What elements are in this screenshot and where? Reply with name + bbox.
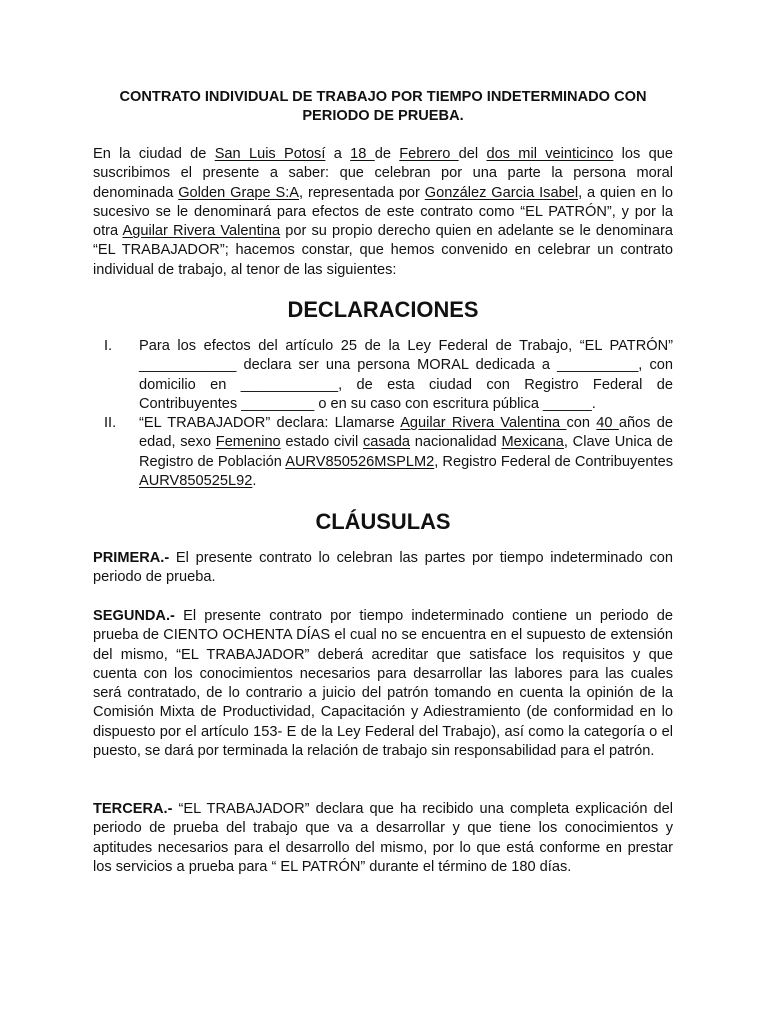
- city-field: San Luis Potosí: [214, 146, 326, 162]
- clausula-label: PRIMERA.-: [93, 550, 170, 566]
- declaracion-text: “EL TRABAJADOR” declara: Llamarse: [139, 415, 401, 432]
- intro-text: , a quien en lo sucesivo se le denominará para efectos de este contrato como “EL PATRÓN”, y por la otra: [93, 184, 673, 240]
- sex-field: Femenino: [215, 434, 281, 451]
- worker-field: Aguilar Rivera Valentina: [122, 223, 281, 240]
- company-field: Golden Grape S:A: [178, 184, 300, 201]
- declaracion-text: con: [566, 415, 597, 432]
- civil-status-field: casada: [362, 434, 411, 451]
- declaracion-item-i: [93, 337, 673, 414]
- clausula-primera: [93, 549, 673, 588]
- intro-text: , representada por: [299, 184, 425, 201]
- declaracion-text: , Registro Federal de Contribuyentes: [434, 453, 673, 470]
- clausulas-heading: CLÁUSULAS: [315, 509, 451, 534]
- clausula-text: El presente contrato lo celebran las partes por tiempo indeterminado con periodo de prueba.: [93, 550, 673, 586]
- contract-title: CONTRATO INDIVIDUAL DE TRABAJO POR TIEMPO INDETERMINADO CON PERIODO DE PRUEBA.: [119, 89, 647, 125]
- intro-text: por su propio derecho quien en adelante se le denominara “EL TRABAJADOR”; hacemos constar, que hemos convenido en celebrar un contrato individual de trabajo, al tenor de las siguientes:: [93, 223, 674, 278]
- intro-text: a: [325, 146, 351, 162]
- intro-paragraph: [93, 145, 673, 280]
- clausula-label: TERCERA.-: [93, 801, 173, 817]
- rfc-field: AURV850525L92: [139, 473, 253, 490]
- clausula-label: SEGUNDA.-: [93, 608, 175, 624]
- intro-text: los que suscribimos el presente a saber: que celebran por una parte la persona moral denominada: [93, 146, 673, 201]
- intro-text: de: [374, 146, 400, 162]
- declaracion-number: II.: [104, 415, 117, 432]
- clausula-text: “EL TRABAJADOR” declara que ha recibido una completa explicación del periodo de prueba del trabajo que va a desarrollar y que tiene los conocimientos y aptitudes necesarios para el desarrollo del mismo, por lo que está conforme en prestar los servicios a prueba para “ EL PATRÓN” durante el término de 180 días.: [93, 801, 673, 875]
- intro-text: En la ciudad de: [93, 146, 215, 162]
- intro-text: del: [458, 146, 487, 162]
- day-field: 18: [350, 146, 375, 162]
- month-field: Febrero: [399, 146, 459, 162]
- declaracion-text: , Clave Unica de Registro de Población: [139, 434, 673, 470]
- age-field: 40: [596, 415, 619, 432]
- declaracion-number: I.: [104, 338, 113, 354]
- curp-field: AURV850526MSPLM2: [285, 453, 435, 470]
- worker-name-field: Aguilar Rivera Valentina: [400, 415, 567, 432]
- declaracion-text: estado civil: [280, 434, 363, 451]
- declaraciones-list: [93, 337, 673, 491]
- declaracion-text: años de edad, sexo: [139, 415, 674, 451]
- clausula-segunda: [93, 607, 673, 761]
- declaracion-item-ii: [93, 414, 673, 491]
- clausula-text: El presente contrato por tiempo indeterminado contiene un periodo de prueba de CIENTO OCHENTA DÍAS el cual no se encuentra en el supuesto de extensión del mismo, “EL TRABAJADOR” deberá acreditar que satisface los requisitos y que cuenta con los conocimientos necesarios para desarrollar las labores para las cuales será contratado, de lo contrario a juicio del patrón tomando en cuenta la opinión de la Comisión Mixta de Productividad, Capacitación y Adiestramiento (de conformidad en lo dispuesto por el artículo 153- E de la Ley Federal del Trabajo), así como la categoría o el puesto, se dará por terminada la relación de trabajo sin responsabilidad para el patrón.: [93, 608, 673, 760]
- nationality-field: Mexicana: [501, 434, 564, 451]
- year-field: dos mil veinticinco: [486, 146, 614, 162]
- declaracion-text: Para los efectos del artículo 25 de la Ley Federal de Trabajo, “EL PATRÓN” ____________ declara ser una persona MORAL dedicada a __________, con domicilio en ____________, de esta ciudad con Registro Federal de Contribuyentes _________ o en su caso con escritura pública ______.: [139, 338, 673, 412]
- declaraciones-heading: DECLARACIONES: [287, 297, 479, 322]
- clausula-tercera: [93, 800, 673, 877]
- declaracion-text: .: [252, 473, 257, 490]
- representative-field: González Garcia Isabel: [424, 184, 579, 201]
- declaracion-text: nacionalidad: [410, 434, 502, 451]
